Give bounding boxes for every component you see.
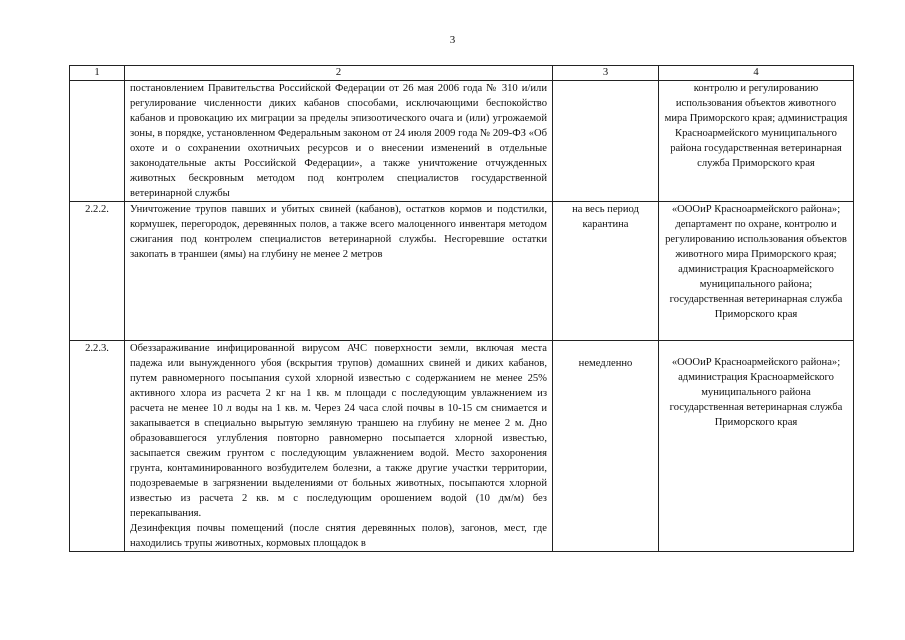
table-row — [70, 202, 854, 341]
table-row — [70, 81, 854, 202]
row-number — [70, 81, 125, 202]
table-header-row — [70, 66, 854, 81]
row-measure — [125, 341, 553, 552]
column-header-4: 4 — [659, 66, 854, 81]
row-term — [553, 81, 659, 202]
column-header-2: 2 — [125, 66, 553, 81]
row-number: 2.2.2. — [70, 202, 125, 341]
row-responsible: контролю и регулированию использования объектов животного мира Приморского края; администрация Красноармейского муниципального района государственная ветеринарная служба Приморского края — [659, 81, 854, 202]
column-header-3: 3 — [553, 66, 659, 81]
row-term: немедленно — [553, 341, 659, 552]
row-number: 2.2.3. — [70, 341, 125, 552]
row-term: на весь период карантина — [553, 202, 659, 341]
page-number: 3 — [449, 34, 456, 46]
measure-paragraph: постановлением Правительства Российской Федерации от 26 мая 2006 года № 310 и/или регулирование численности диких кабанов способами, исключающими беспокойство кабанов и провокацию их миграции за пределы эпизоотического очага и (или) угрожаемой зоны, в порядке, установленном Федеральным законом от 24 июля 2009 года № 209-ФЗ «Об охоте и о сохранении охотничьих ресурсов и о внесении изменений в отдельные законодательные акты Российской Федерации», а также уничтожение отчужденных животных бескровным методом под контролем специалистов государственной ветеринарной службы — [130, 83, 547, 199]
measure-paragraph: Дезинфекция почвы помещений (после снятия деревянных полов), загонов, мест, где находились трупы животных, кормовых площадок в — [130, 523, 547, 549]
row-measure — [125, 81, 553, 202]
row-responsible: «ОООиР Красноармейского района»; администрация Красноармейского муниципального района государственная ветеринарная служба Приморского края — [659, 341, 854, 552]
column-header-1: 1 — [70, 66, 125, 81]
table-row — [70, 341, 854, 552]
measure-paragraph: Обеззараживание инфицированной вирусом АЧС поверхности земли, включая места падежа или вынужденного убоя (вскрытия трупов) домашних свиней и диких кабанов, путем равномерного посыпания сухой хлорной известью с содержанием не менее 25% активного хлора из расчета 2 кг на 1 кв. м площади с последующим увлажнением из расчета не менее 10 л воды на 1 кв. м. Через 24 часа слой почвы в 10-15 см снимается и закапывается в специально вырытую земляную траншею на глубину не менее 2 м. Дно образовавшегося углубления повторно равномерно посыпается хлорной известью, засыпается свежим грунтом с последующим увлажнением водой. Место захоронения грунта, контаминированного возбудителем болезни, а также другие участки территории, подозреваемые в загрязнении выделениями от больных животных, посыпаются хлорной известью из расчета 2 кв. м с последующим орошением водой (10 дм/м) без перекапывания. — [130, 343, 547, 519]
row-measure — [125, 202, 553, 341]
measures-table — [69, 65, 854, 552]
row-responsible: «ОООиР Красноармейского района»; департамент по охране, контролю и регулированию использования объектов животного мира Приморского края; администрация Красноармейского муниципального района; государственная ветеринарная служба Приморского края — [659, 202, 854, 341]
measure-paragraph: Уничтожение трупов павших и убитых свиней (кабанов), остатков кормов и подстилки, кормушек, перегородок, деревянных полов, а также всего малоценного инвентаря методом сжигания под контролем специалистов ветеринарной службы. Несгоревшие остатки закопать в траншеи (ямы) на глубину не менее 2 метров — [130, 204, 547, 260]
